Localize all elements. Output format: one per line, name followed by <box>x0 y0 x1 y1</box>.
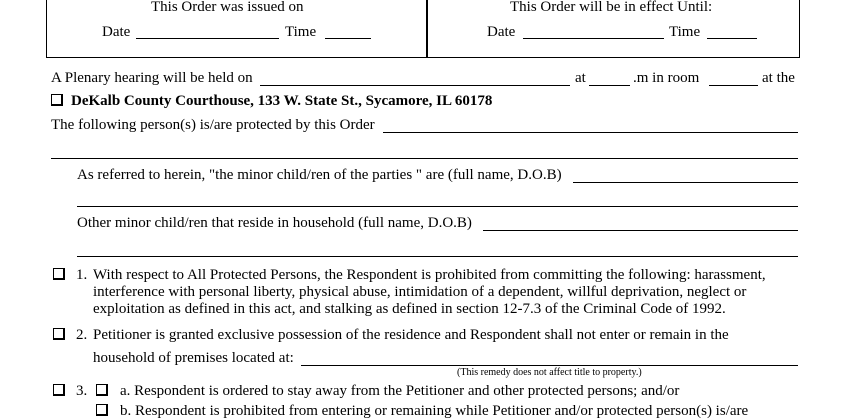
issued-title: This Order was issued on <box>151 0 304 15</box>
issued-time-field[interactable] <box>325 38 371 39</box>
minor-children-label: As referred to herein, "the minor child/ren of the parties " are (full name, D.O.B) <box>77 167 562 183</box>
effect-date-label: Date <box>487 24 516 40</box>
item2-text-line1: Petitioner is granted exclusive possession of the residence and Respondent shall not enter or remain in the <box>93 327 729 343</box>
effect-time-label: Time <box>669 24 701 40</box>
item1-text-line3: exploitation as defined in this act, and stalking as defined in section 12-7.3 of the Criminal Code of 1992. <box>93 301 726 317</box>
courthouse-checkbox[interactable] <box>51 94 63 106</box>
premises-address-field[interactable] <box>301 365 798 366</box>
hearing-time-field[interactable] <box>589 85 630 86</box>
minor-children-field[interactable] <box>573 182 798 183</box>
item3-number: 3. <box>76 383 88 399</box>
hearing-label: A Plenary hearing will be held on <box>51 70 253 86</box>
hearing-room-field[interactable] <box>709 85 758 86</box>
issued-time-label: Time <box>285 24 317 40</box>
item3-checkbox[interactable] <box>53 384 65 396</box>
hearing-date-field[interactable] <box>260 85 570 86</box>
item1-checkbox[interactable] <box>53 268 65 280</box>
item2-checkbox[interactable] <box>53 328 65 340</box>
other-minor-field[interactable] <box>483 230 798 231</box>
protected-persons-field[interactable] <box>383 132 798 133</box>
minor-children-field-2[interactable] <box>77 206 798 207</box>
item3a-text: a. Respondent is ordered to stay away from the Petitioner and other protected persons; and/or <box>120 383 680 399</box>
item1-text-line1: With respect to All Protected Persons, the Respondent is prohibited from committing the following: harassment, <box>93 267 766 283</box>
item3a-checkbox[interactable] <box>96 384 108 396</box>
item3b-text: b. Respondent is prohibited from entering or remaining while Petitioner and/or protected person(s) is/are <box>120 403 749 419</box>
hearing-at-the-label: at the <box>762 70 795 86</box>
item3b-checkbox[interactable] <box>96 404 108 416</box>
other-minor-label: Other minor child/ren that reside in household (full name, D.O.B) <box>77 215 472 231</box>
item2-text-line2: household of premises located at: <box>93 350 294 366</box>
other-minor-field-2[interactable] <box>77 256 798 257</box>
item1-number: 1. <box>76 267 88 283</box>
item1-text-line2: interference with personal liberty, physical abuse, intimidation of a dependent, willful deprivation, neglect or <box>93 284 747 300</box>
courthouse-address: DeKalb County Courthouse, 133 W. State St., Sycamore, IL 60178 <box>71 93 493 109</box>
item2-note: (This remedy does not affect title to property.) <box>457 367 642 378</box>
issued-date-field[interactable] <box>136 38 279 39</box>
protected-persons-field-2[interactable] <box>51 158 798 159</box>
effect-date-field[interactable] <box>523 38 664 39</box>
protected-persons-label: The following person(s) is/are protected by this Order <box>51 117 375 133</box>
issued-date-label: Date <box>102 24 131 40</box>
effect-title: This Order will be in effect Until: <box>510 0 713 15</box>
hearing-at-label: at <box>575 70 586 86</box>
hearing-room-label: .m in room <box>633 70 700 86</box>
effect-time-field[interactable] <box>707 38 757 39</box>
item2-number: 2. <box>76 327 88 343</box>
